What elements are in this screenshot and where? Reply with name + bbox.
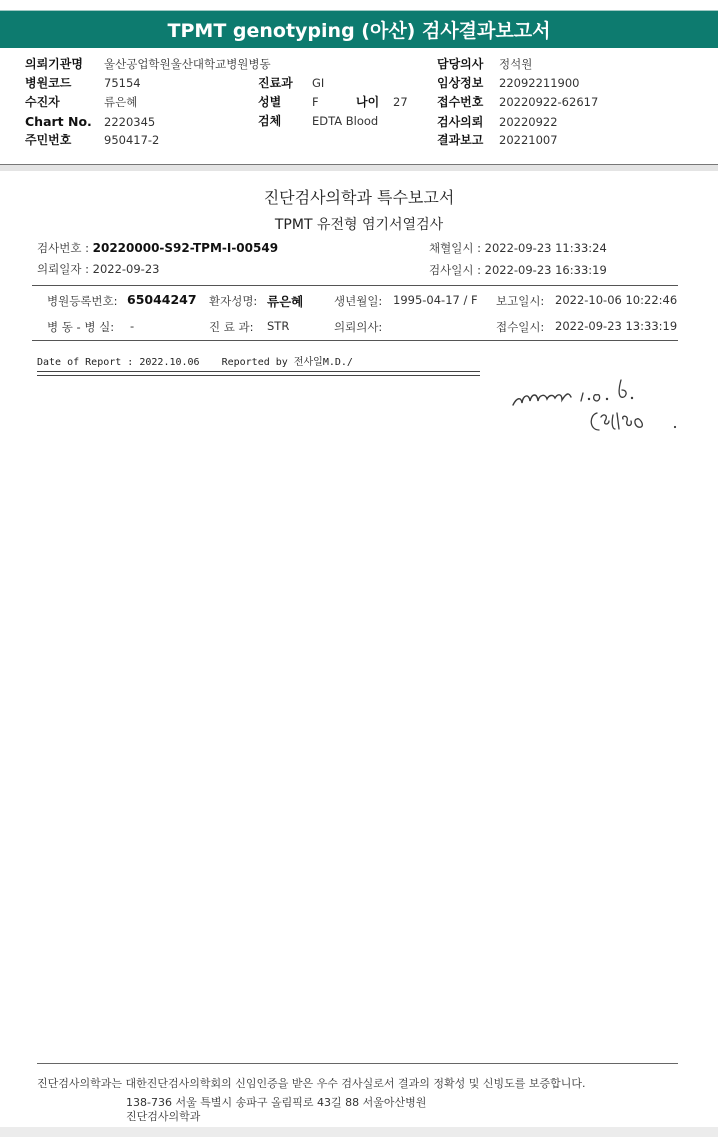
department-name: 진단검사의학과 — [126, 1110, 201, 1123]
test-request-label: 검사의뢰 — [437, 115, 484, 129]
chart-no-label: Chart No. — [25, 114, 92, 129]
reported-by-value: 전사일M.D./ — [293, 357, 353, 368]
report-date-value: 2022.10.06 — [139, 357, 200, 368]
receipt-time-label: 접수일시: — [496, 320, 545, 334]
patient-box-top — [32, 285, 678, 286]
specimen-label: 검체 — [258, 114, 282, 128]
box-dept-label: 진 료 과: — [209, 320, 254, 334]
separator-double-line — [37, 371, 480, 376]
age-label: 나이 — [356, 95, 380, 109]
test-no-value: 20220000-S92-TPM-I-00549 — [92, 241, 279, 255]
clinical-info-label: 임상정보 — [437, 76, 484, 90]
chart-no-value: 2220345 — [104, 115, 156, 129]
id-no-value: 950417-2 — [104, 133, 160, 147]
header-band — [0, 165, 718, 171]
collect-time-label: 채혈일시 : — [429, 241, 485, 255]
reported-by-label: Reported by — [221, 357, 288, 368]
doctor-label: 담당의사 — [437, 57, 484, 71]
referring-label: 의뢰의사: — [334, 320, 383, 334]
patient-value: 류은혜 — [104, 95, 138, 109]
result-report-label: 결과보고 — [437, 133, 484, 147]
name-value: 류은혜 — [267, 294, 304, 309]
patient-label: 수진자 — [25, 95, 60, 109]
reg-no-value: 65044247 — [127, 292, 197, 307]
report-title: TPMT genotyping (아산) 검사결과보고서 — [167, 20, 551, 42]
hospital-code-label: 병원코드 — [25, 76, 72, 90]
requesting-org-label: 의뢰기관명 — [25, 57, 83, 71]
test-time-value: 2022-09-23 16:33:19 — [484, 263, 607, 277]
name-label: 환자성명: — [209, 294, 258, 308]
request-date-value: 2022-09-23 — [92, 262, 160, 276]
sex-value: F — [312, 95, 319, 109]
request-date — [37, 261, 159, 277]
dept-value: GI — [312, 76, 325, 90]
handwritten-signature — [505, 375, 685, 440]
ward-label: 병 동 - 병 실: — [47, 320, 115, 334]
report-subheading: TPMT 유전형 염기서열검사 — [274, 217, 444, 233]
report-time-value: 2022-10-06 10:22:46 — [555, 293, 678, 307]
hospital-code-value: 75154 — [104, 76, 141, 90]
ward-value: - — [130, 319, 135, 333]
dept-label: 진료과 — [258, 76, 293, 90]
receipt-no-label: 접수번호 — [437, 95, 484, 109]
receipt-time-value: 2022-09-23 13:33:19 — [555, 319, 678, 333]
id-no-label: 주민번호 — [25, 133, 72, 147]
receipt-no-value: 20220922-62617 — [499, 95, 599, 109]
reg-no-label: 병원등록번호: — [47, 294, 118, 308]
dob-value: 1995-04-17 / F — [393, 293, 478, 307]
test-request-value: 20220922 — [499, 115, 558, 129]
box-dept-value: STR — [267, 319, 290, 333]
report-time-label: 보고일시: — [496, 294, 545, 308]
collect-time-value: 2022-09-23 11:33:24 — [484, 241, 607, 255]
certification-note: 진단검사의학과는 대한진단검사의학회의 신임인증을 받은 우수 검사실로서 결과의 정확성 및 신빙도를 보증합니다. — [37, 1077, 586, 1090]
report-date-line — [37, 353, 353, 368]
patient-box-bottom — [32, 340, 678, 341]
bottom-band — [0, 1127, 718, 1137]
test-time — [429, 262, 607, 278]
footer-divider — [37, 1063, 678, 1064]
doctor-value: 정석원 — [499, 57, 533, 71]
result-report-value: 20221007 — [499, 133, 558, 147]
specimen-value: EDTA Blood — [312, 114, 379, 128]
test-no-label: 검사번호 : — [37, 241, 93, 255]
report-heading: 진단검사의학과 특수보고서 — [263, 188, 455, 207]
test-no — [37, 240, 278, 256]
test-time-label: 검사일시 : — [429, 263, 485, 277]
collect-time — [429, 240, 607, 256]
report-title-bar — [0, 10, 718, 48]
requesting-org-value: 울산공업학원울산대학교병원병동 — [104, 57, 271, 71]
report-date-label: Date of Report : — [37, 357, 140, 368]
hospital-address: 138-736 서울 특별시 송파구 올림픽로 43길 88 서울아산병원 — [126, 1096, 427, 1109]
request-date-label: 의뢰일자 : — [37, 262, 93, 276]
sex-label: 성별 — [258, 95, 282, 109]
dob-label: 생년월일: — [334, 294, 383, 308]
age-value: 27 — [393, 95, 408, 109]
clinical-info-value: 22092211900 — [499, 76, 580, 90]
